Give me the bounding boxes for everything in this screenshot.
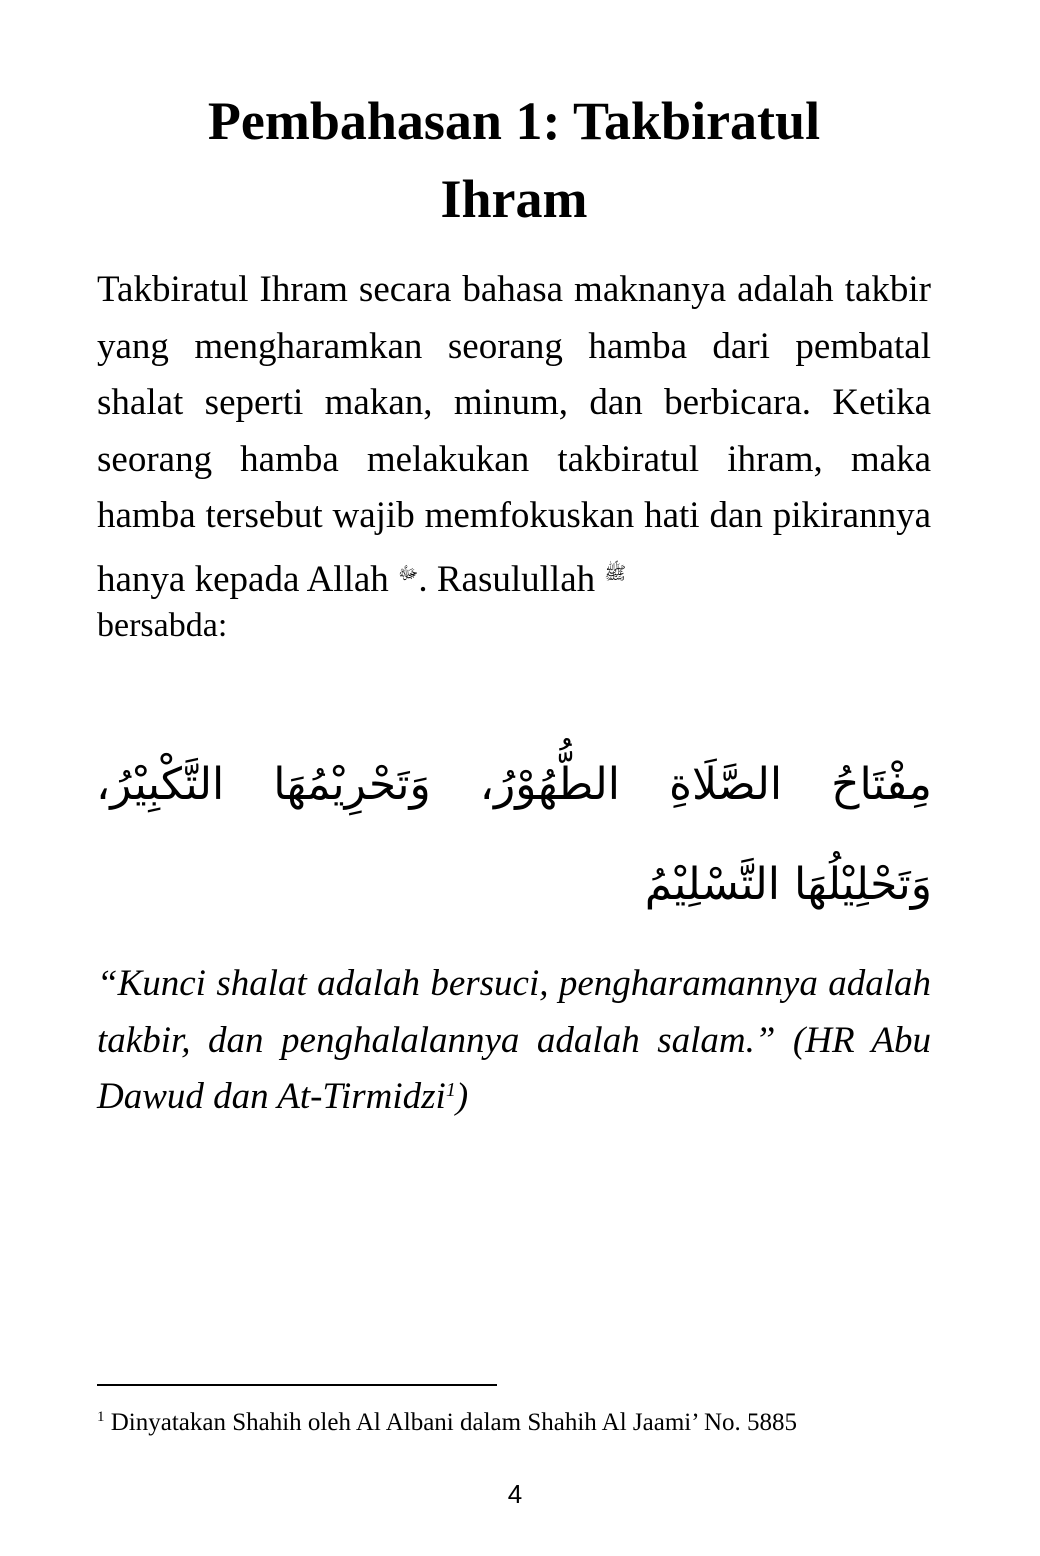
- intro-paragraph-text: Takbiratul Ihram secara bahasa maknanya adalah takbir yang mengharamkan seorang hamba dari pembatal shalat seperti makan, minum, dan berbicara. Ketika seorang hamba melakukan takbiratul ihram, maka hamba tersebut wajib memfokuskan hati dan pikirannya hanya kepada Allah: [97, 269, 931, 600]
- footnote-separator: [97, 1384, 497, 1386]
- rasulullah-text: . Rasulullah: [418, 558, 605, 600]
- intro-paragraph: [97, 262, 931, 644]
- footnote: [97, 1404, 931, 1441]
- hadith-translation: [97, 956, 931, 1126]
- hadith-translation-text: “Kunci shalat adalah bersuci, pengharamannya adalah takbir, dan penghalalannya adalah salam.” (HR Abu Dawud dan At-Tirmidzi: [97, 963, 931, 1117]
- page-number: 4: [507, 1479, 523, 1509]
- chapter-title: [96, 82, 932, 238]
- footnote-marker: 1: [97, 1409, 105, 1425]
- footnote-reference[interactable]: 1: [445, 1079, 456, 1101]
- allah-honorific-glyph: ﷻ: [398, 562, 419, 583]
- hadith-translation-closing: ): [455, 1076, 469, 1117]
- footnote-text: Dinyatakan Shahih oleh Al Albani dalam Shahih Al Jaami’ No. 5885: [104, 1409, 797, 1436]
- intro-paragraph-last-line: bersabda:: [97, 607, 228, 644]
- hadith-arabic-text: مِفْتَاحُ الصَّلَاةِ الطُّهُوْرُ، وَتَحْرِيْمُهَا التَّكْبِيْرُ، وَتَحْلِيْلُهَا التَّسْلِيْمُ: [96, 759, 932, 910]
- prophet-honorific-glyph: ﷺ: [604, 562, 627, 583]
- chapter-title-line-2: Ihram: [440, 169, 588, 229]
- chapter-title-line-1: Pembahasan 1: Takbiratul: [207, 91, 821, 151]
